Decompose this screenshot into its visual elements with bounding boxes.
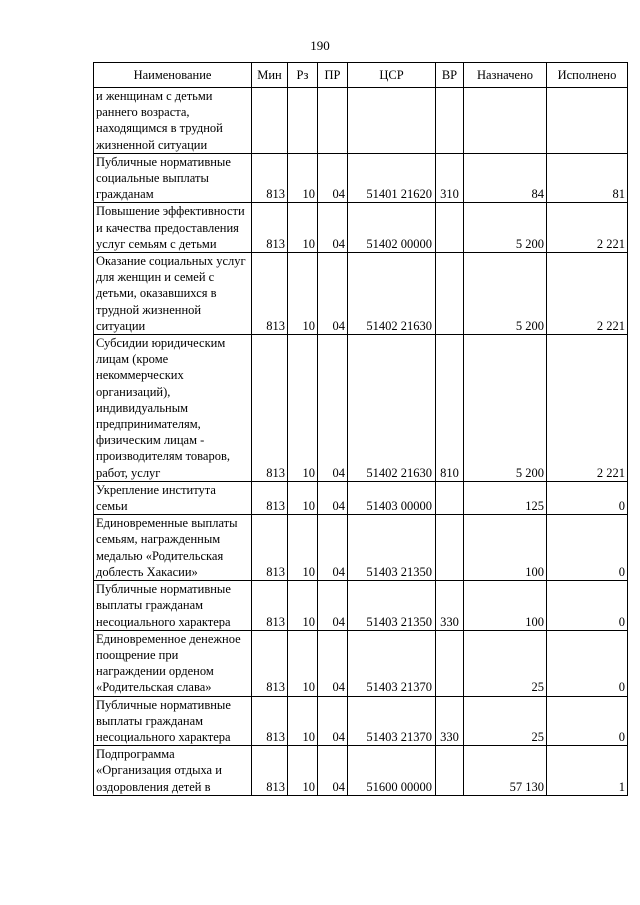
cell-assigned: 100: [464, 581, 547, 631]
cell-rz: 10: [288, 253, 318, 335]
cell-pr: 04: [318, 335, 348, 482]
cell-rz: 10: [288, 335, 318, 482]
cell-pr: 04: [318, 696, 348, 746]
cell-pr: 04: [318, 203, 348, 253]
cell-min: [252, 88, 288, 154]
table-row: [94, 696, 628, 746]
cell-assigned: 84: [464, 153, 547, 203]
table-row: [94, 203, 628, 253]
cell-min: 813: [252, 203, 288, 253]
cell-name: Единовременные выплаты семьям, награжденным медалью «Родительская доблесть Хакасии»: [94, 515, 252, 581]
cell-assigned: 25: [464, 630, 547, 696]
cell-min: 813: [252, 746, 288, 796]
table-row: [94, 481, 628, 514]
cell-min: 813: [252, 153, 288, 203]
cell-executed: 0: [547, 630, 628, 696]
cell-csr: 51402 21630: [348, 335, 436, 482]
cell-rz: 10: [288, 581, 318, 631]
column-header-pr: ПР: [318, 63, 348, 88]
cell-vr: [436, 630, 464, 696]
table-row: [94, 515, 628, 581]
table-row: [94, 335, 628, 482]
cell-assigned: 25: [464, 696, 547, 746]
table-row: [94, 253, 628, 335]
column-header-rz: Рз: [288, 63, 318, 88]
cell-csr: [348, 88, 436, 154]
cell-assigned: 5 200: [464, 203, 547, 253]
cell-rz: 10: [288, 630, 318, 696]
cell-assigned: 5 200: [464, 335, 547, 482]
cell-rz: [288, 88, 318, 154]
cell-rz: 10: [288, 481, 318, 514]
cell-name: Публичные нормативные выплаты гражданам несоциального характера: [94, 696, 252, 746]
cell-assigned: [464, 88, 547, 154]
cell-vr: [436, 253, 464, 335]
cell-pr: [318, 88, 348, 154]
cell-executed: 0: [547, 515, 628, 581]
column-header-name: Наименование: [94, 63, 252, 88]
cell-name: Укрепление института семьи: [94, 481, 252, 514]
table-row: [94, 153, 628, 203]
cell-min: 813: [252, 481, 288, 514]
page-number: 190: [310, 38, 330, 53]
cell-name: и женщинам с детьми раннего возраста, находящимся в трудной жизненной ситуации: [94, 88, 252, 154]
cell-csr: 51402 21630: [348, 253, 436, 335]
cell-executed: 0: [547, 481, 628, 514]
cell-vr: [436, 746, 464, 796]
cell-csr: 51403 21370: [348, 630, 436, 696]
cell-vr: [436, 481, 464, 514]
column-header-executed: Исполнено: [547, 63, 628, 88]
cell-min: 813: [252, 581, 288, 631]
table-row: [94, 581, 628, 631]
cell-csr: 51402 00000: [348, 203, 436, 253]
cell-executed: 1: [547, 746, 628, 796]
cell-name: Публичные нормативные социальные выплаты гражданам: [94, 153, 252, 203]
cell-vr: [436, 203, 464, 253]
cell-vr: 330: [436, 581, 464, 631]
cell-executed: [547, 88, 628, 154]
cell-assigned: 100: [464, 515, 547, 581]
cell-executed: 0: [547, 696, 628, 746]
cell-executed: 2 221: [547, 253, 628, 335]
cell-pr: 04: [318, 481, 348, 514]
cell-name: Оказание социальных услуг для женщин и семей с детьми, оказавшихся в трудной жизненной ситуации: [94, 253, 252, 335]
cell-min: 813: [252, 253, 288, 335]
cell-executed: 2 221: [547, 203, 628, 253]
cell-name: Подпрограмма «Организация отдыха и оздоровления детей в: [94, 746, 252, 796]
cell-assigned: 125: [464, 481, 547, 514]
cell-min: 813: [252, 696, 288, 746]
cell-executed: 81: [547, 153, 628, 203]
column-header-min: Мин: [252, 63, 288, 88]
cell-vr: [436, 515, 464, 581]
column-header-vr: ВР: [436, 63, 464, 88]
column-header-csr: ЦСР: [348, 63, 436, 88]
cell-assigned: 57 130: [464, 746, 547, 796]
cell-executed: 0: [547, 581, 628, 631]
cell-name: Повышение эффективности и качества предоставления услуг семьям с детьми: [94, 203, 252, 253]
cell-min: 813: [252, 630, 288, 696]
cell-pr: 04: [318, 630, 348, 696]
cell-vr: [436, 88, 464, 154]
cell-name: Публичные нормативные выплаты гражданам несоциального характера: [94, 581, 252, 631]
cell-assigned: 5 200: [464, 253, 547, 335]
cell-vr: 310: [436, 153, 464, 203]
cell-min: 813: [252, 335, 288, 482]
cell-rz: 10: [288, 153, 318, 203]
cell-name: Единовременное денежное поощрение при награждении орденом «Родительская слава»: [94, 630, 252, 696]
cell-rz: 10: [288, 203, 318, 253]
budget-table: [93, 62, 628, 796]
cell-pr: 04: [318, 153, 348, 203]
cell-csr: 51600 00000: [348, 746, 436, 796]
cell-csr: 51403 21350: [348, 515, 436, 581]
table-row: [94, 630, 628, 696]
cell-csr: 51403 21370: [348, 696, 436, 746]
cell-csr: 51403 00000: [348, 481, 436, 514]
cell-rz: 10: [288, 746, 318, 796]
cell-pr: 04: [318, 581, 348, 631]
cell-pr: 04: [318, 253, 348, 335]
column-header-assigned: Назначено: [464, 63, 547, 88]
cell-pr: 04: [318, 746, 348, 796]
cell-csr: 51401 21620: [348, 153, 436, 203]
cell-min: 813: [252, 515, 288, 581]
cell-name: Субсидии юридическим лицам (кроме некоммерческих организаций), индивидуальным предпринимателям, физическим лицам - производителям товаров, работ, услуг: [94, 335, 252, 482]
table-header-row: [94, 63, 628, 88]
cell-rz: 10: [288, 696, 318, 746]
cell-vr: 810: [436, 335, 464, 482]
table-row: [94, 88, 628, 154]
table-row: [94, 746, 628, 796]
cell-rz: 10: [288, 515, 318, 581]
cell-pr: 04: [318, 515, 348, 581]
cell-csr: 51403 21350: [348, 581, 436, 631]
cell-vr: 330: [436, 696, 464, 746]
cell-executed: 2 221: [547, 335, 628, 482]
